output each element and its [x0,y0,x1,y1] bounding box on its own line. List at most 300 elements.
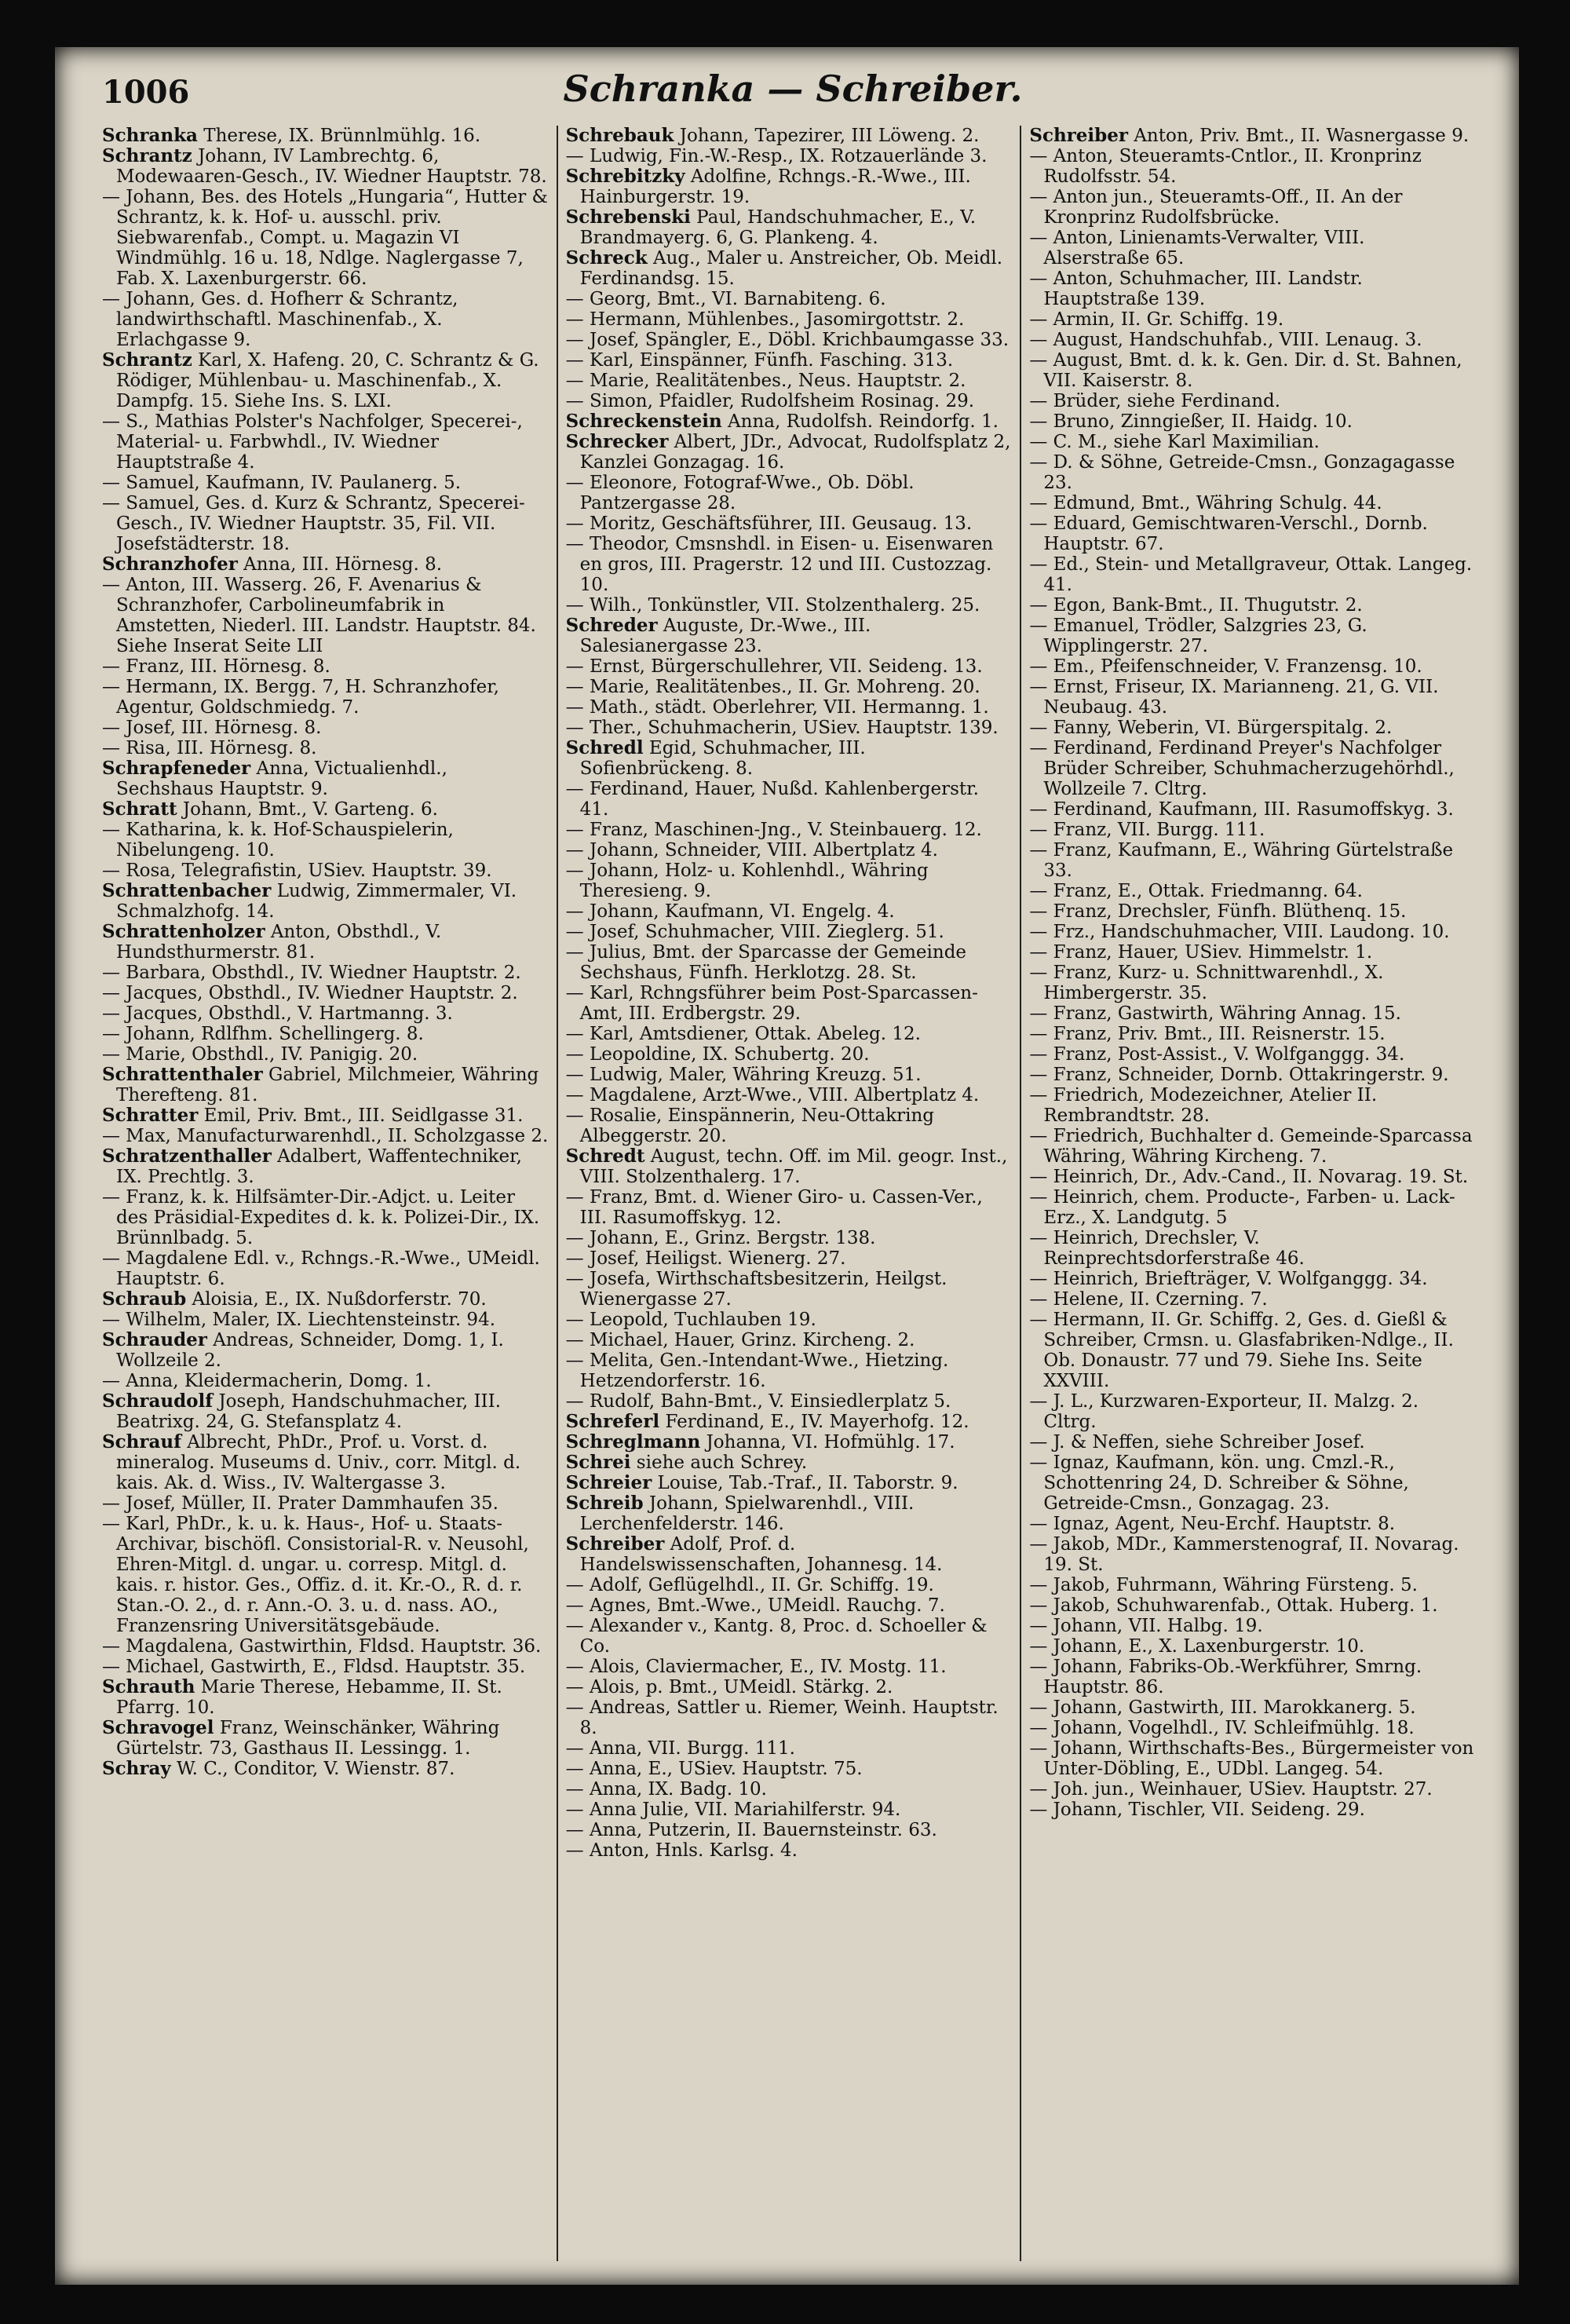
directory-entry [1029,738,1476,799]
entry-text: — Alexander v., Kantg. 8, Proc. d. Schoeller & Co. [565,1616,988,1657]
entry-text: Anna, Victualienhdl., Sechshaus Hauptstr. 9. [116,758,447,799]
directory-entry [1029,901,1476,922]
directory-entry [1029,1636,1476,1657]
directory-entry [102,289,549,350]
directory-entry [102,1248,549,1289]
entry-text: — Jakob, MDr., Kammerstenograf, II. Novarag. 19. St. [1029,1534,1459,1575]
directory-entry [1029,799,1476,820]
directory-entry [102,820,549,861]
directory-entry [102,1759,549,1779]
page-header [102,63,1484,118]
directory-entry [1029,616,1476,656]
directory-entry [566,861,1013,901]
directory-entry [1029,677,1476,718]
entry-text: — Johann, Fabriks-Ob.-Werkführer, Smrng. Hauptstr. 86. [1029,1657,1422,1697]
entry-text: — Melita, Gen.-Intendant-Wwe., Hietzing. Hetzendorferstr. 16. [565,1350,949,1391]
entry-text: Aug., Maler u. Anstreicher, Ob. Meidl. Ferdinandsg. 15. [579,248,1002,289]
entry-text: — Franz, Kurz- u. Schnittwarenhdl., X. Himbergerstr. 35. [1029,963,1384,1003]
entry-text: — August, Bmt. d. k. k. Gen. Dir. d. St. Bahnen, VII. Kaiserstr. 8. [1029,350,1462,391]
entry-text: Albrecht, PhDr., Prof. u. Vorst. d. mineralog. Museums d. Univ., corr. Mitgl. d. kais. Ak. d. Wiss., IV. Waltergasse 3. [116,1432,521,1493]
entry-text: — Johann, Tischler, VII. Seideng. 29. [1029,1800,1365,1820]
directory-entry [1029,330,1476,350]
entry-text: — Franz, Maschinen-Jng., V. Steinbauerg. 12. [565,820,982,840]
directory-entry [102,1330,549,1371]
directory-entry [102,1636,549,1657]
entry-text: — Josef, Schuhmacher, VIII. Zieglerg. 51. [565,922,944,942]
directory-entry [1029,350,1476,391]
entry-text: Gabriel, Milchmeier, Währing Therefteng. 81. [116,1065,539,1105]
directory-entry [566,1105,1013,1146]
directory-entry [1029,309,1476,330]
entry-text: Ludwig, Zimmermaler, VI. Schmalzhofg. 14. [116,881,517,922]
directory-entry [1029,228,1476,269]
entry-text: — Franz, III. Hörnesg. 8. [102,656,330,677]
directory-entry [566,901,1013,922]
directory-entry [102,473,549,493]
directory-entry [102,922,549,963]
directory-entry [566,513,1013,534]
entry-text: — Magdalena, Gastwirthin, Fldsd. Hauptstr. 36. [102,1636,542,1657]
entry-text: — C. M., siehe Karl Maximilian. [1029,432,1320,452]
entry-surname: Schrebitzky [565,166,685,187]
entry-text: — Johann, Kaufmann, VI. Engelg. 4. [565,901,895,922]
entry-text: — Jacques, Obsthdl., IV. Wiedner Hauptstr. 2. [102,983,518,1003]
entry-text: Louise, Tab.-Traf., II. Taborstr. 9. [652,1473,958,1493]
directory-entry [566,1534,1013,1575]
entry-text: — Franz, Drechsler, Fünfh. Blüthenq. 15. [1029,901,1407,922]
entry-text: Anton, Obsthdl., V. Hundsthurmerstr. 81. [116,922,442,963]
entry-surname: Schratter [102,1105,199,1126]
directory-entry [1029,1310,1476,1391]
directory-entry [1029,493,1476,513]
entry-text: Karl, X. Hafeng. 20, C. Schrantz & G. Rödiger, Mühlenbau- u. Maschinenfab., X. Dampfg. 15. Siehe Ins. S. LXI. [116,350,539,411]
entry-text: — Rosa, Telegrafistin, USiev. Hauptstr. 39. [102,861,492,881]
entry-text: — Hermann, Mühlenbes., Jasomirgottstr. 2. [565,309,965,330]
entry-text: — Agnes, Bmt.-Wwe., UMeidl. Rauchg. 7. [565,1595,945,1616]
directory-entry [1029,146,1476,187]
directory-entry [102,656,549,677]
entry-surname: Schratt [102,798,177,820]
entry-text: — Math., städt. Oberlehrer, VII. Hermanng. 1. [565,697,989,718]
directory-entry [566,1779,1013,1800]
entry-text: Egid, Schuhmacher, III. Sofienbrückeng. 8. [579,738,866,779]
directory-entry [1029,432,1476,452]
directory-entry [102,1493,549,1514]
entry-text: Johann, Tapezirer, III Löweng. 2. [674,126,980,146]
directory-entry [102,187,549,289]
entry-text: — Ernst, Friseur, IX. Marianneng. 21, G. VII. Neubaug. 43. [1029,677,1439,718]
directory-entry [102,1289,549,1310]
entry-text: — Josefa, Wirthschaftsbesitzerin, Heilgst. Wienergasse 27. [565,1269,947,1310]
directory-entry [566,738,1013,779]
directory-entry [1029,1534,1476,1575]
directory-entry [566,983,1013,1024]
directory-entry [566,126,1013,146]
entry-text: — Simon, Pfaidler, Rudolfsheim Rosinag. 29. [565,391,975,411]
entry-text: Auguste, Dr.-Wwe., III. Salesianergasse 23. [579,616,871,656]
entry-text: — Franz, Hauer, USiev. Himmelstr. 1. [1029,942,1373,963]
directory-entry [1029,126,1476,146]
entry-text: — Johann, VII. Halbg. 19. [1029,1616,1263,1636]
entry-text: — Ferdinand, Hauer, Nußd. Kahlenbergerstr. 41. [565,779,979,820]
entry-text: — Samuel, Ges. d. Kurz & Schrantz, Specerei-Gesch., IV. Wiedner Hauptstr. 35, Fil. VII. Josefstädterstr. 18. [102,493,525,554]
directory-entry [566,411,1013,432]
directory-entry [1029,1187,1476,1228]
directory-entry [566,1065,1013,1085]
entry-text: — Jakob, Fuhrmann, Währing Fürsteng. 5. [1029,1575,1418,1595]
entry-text: — Eduard, Gemischtwaren-Verschl., Dornb. Hauptstr. 67. [1029,513,1428,554]
entry-text: Emil, Priv. Bmt., III. Seidlgasse 31. [198,1105,524,1126]
entry-text: — Anton, Schuhmacher, III. Landstr. Hauptstraße 139. [1029,269,1363,309]
directory-entry [566,1820,1013,1840]
directory-entry [1029,1657,1476,1697]
directory-entry [1029,187,1476,228]
directory-entry [102,718,549,738]
entry-text: Johann, Spielwarenhdl., VIII. Lerchenfelderstr. 146. [579,1493,915,1534]
column-2 [558,126,1022,2261]
directory-entry [102,861,549,881]
entry-surname: Schreckenstein [565,411,722,432]
entry-text: Anton, Priv. Bmt., II. Wasnergasse 9. [1128,126,1470,146]
entry-text: — J. L., Kurzwaren-Exporteur, II. Malzg. 2. Cltrg. [1029,1391,1419,1432]
directory-entry [1029,1514,1476,1534]
entry-text: Albert, JDr., Advocat, Rudolfsplatz 2, Kanzlei Gonzagag. 16. [579,432,1011,473]
directory-entry [566,1412,1013,1432]
entry-text: — Helene, II. Czerning. 7. [1029,1289,1268,1310]
entry-text: Marie Therese, Hebamme, II. St. Pfarrg. 10. [116,1677,502,1718]
directory-entry [566,1330,1013,1350]
directory-entry [566,779,1013,820]
directory-entry [1029,1167,1476,1187]
entry-text: — Marie, Obsthdl., IV. Panigig. 20. [102,1044,418,1065]
entry-surname: Schrebauk [565,126,674,146]
entry-surname: Schreck [565,247,648,269]
entry-text: — Anton, Linienamts-Verwalter, VIII. Alserstraße 65. [1029,228,1365,269]
entry-text: — Ferdinand, Kaufmann, III. Rasumoffskyg. 3. [1029,799,1454,820]
entry-surname: Schrantz [102,349,192,371]
entry-text: — Johann, Bes. des Hotels „Hungaria“, Hutter & Schrantz, k. k. Hof- u. ausschl. priv. Siebwarenfab., Compt. u. Magazin VI Windmühlg. 16 u. 18, Ndlge. Naglergasse 7, Fab. X. Laxenburgerstr. 66. [102,187,548,289]
directory-entry [1029,1595,1476,1616]
directory-entry [566,1595,1013,1616]
directory-entry [1029,269,1476,309]
directory-entry [566,820,1013,840]
entry-text: Aloisia, E., IX. Nußdorferstr. 70. [186,1289,487,1310]
directory-entry [566,309,1013,330]
entry-surname: Schratzenthaller [102,1146,272,1167]
directory-entry [1029,820,1476,840]
entry-text: — Brüder, siehe Ferdinand. [1029,391,1281,411]
entry-surname: Schrattenbacher [102,880,272,901]
entry-text: — Anna, Kleidermacherin, Domg. 1. [102,1371,432,1391]
directory-entry [566,248,1013,289]
directory-entry [566,718,1013,738]
entry-surname: Schredt [565,1146,645,1167]
entry-text: — Josef, Spängler, E., Döbl. Krichbaumgasse 33. [565,330,1010,350]
directory-entry [566,1697,1013,1738]
entry-text: Johann, Bmt., V. Garteng. 6. [177,799,438,820]
directory-entry [566,391,1013,411]
directory-entry [102,1718,549,1759]
directory-entry [566,1616,1013,1657]
entry-text: — Anna, Putzerin, II. Bauernsteinstr. 63. [565,1820,937,1840]
directory-entry [1029,411,1476,432]
entry-text: — Andreas, Sattler u. Riemer, Weinh. Hauptstr. 8. [565,1697,999,1738]
directory-entry [566,1350,1013,1391]
directory-entry [1029,718,1476,738]
directory-entry [102,1657,549,1677]
directory-entry [1029,656,1476,677]
entry-text: — Jakob, Schuhwarenfab., Ottak. Huberg. 1. [1029,1595,1438,1616]
directory-entry [102,881,549,922]
entry-surname: Schray [102,1758,171,1779]
entry-text: — Heinrich, Drechsler, V. Reinprechtsdorferstraße 46. [1029,1228,1305,1269]
entry-text: — Anna, E., USiev. Hauptstr. 75. [565,1759,863,1779]
entry-text: — Ed., Stein- und Metallgraveur, Ottak. Langeg. 41. [1029,554,1473,595]
directory-entry [1029,391,1476,411]
entry-text: — S., Mathias Polster's Nachfolger, Specerei-, Material- u. Farbwhdl., IV. Wiedner Hauptstraße 4. [102,411,523,473]
directory-entry [102,126,549,146]
directory-entry [102,1187,549,1248]
directory-entry [1029,922,1476,942]
directory-entry [1029,513,1476,554]
directory-entry [1029,1432,1476,1452]
entry-text: — Johann, Rdlfhm. Schellingerg. 8. [102,1024,424,1044]
entry-text: — Em., Pfeifenschneider, V. Franzensg. 10. [1029,656,1422,677]
entry-text: Ferdinand, E., IV. Mayerhofg. 12. [659,1412,969,1432]
entry-text: Anna, Rudolfsh. Reindorfg. 1. [721,411,999,432]
entry-text: — Franz, Priv. Bmt., III. Reisnerstr. 15. [1029,1024,1386,1044]
directory-entry [1029,1452,1476,1514]
entry-text: — Karl, Rchngsführer beim Post-Sparcassen-Amt, III. Erdbergstr. 29. [565,983,978,1024]
entry-text: — Johann, Schneider, VIII. Albertplatz 4. [565,840,938,861]
entry-text: — Anton, III. Wasserg. 26, F. Avenarius & Schranzhofer, Carbolineumfabrik in Amstetten, Niederl. III. Landstr. Hauptstr. 84. Siehe Inserat Seite LII [102,575,536,656]
directory-entry [566,1391,1013,1412]
entry-surname: Schrei [565,1452,631,1473]
directory-entry [102,1003,549,1024]
entry-text: Anna, III. Hörnesg. 8. [237,554,443,575]
entry-text: — Heinrich, Dr., Adv.-Cand., II. Novarag. 19. St. [1029,1167,1469,1187]
entry-text: — Heinrich, chem. Producte-, Farben- u. Lack-Erz., X. Landgutg. 5 [1029,1187,1455,1228]
entry-surname: Schreder [565,615,658,636]
entry-text: — Ignaz, Kaufmann, kön. ung. Cmzl.-R., Schottenring 24, D. Schreiber & Söhne, Getreide-Cmsn., Gonzagag. 23. [1029,1452,1409,1514]
entry-text: Johann, IV Lambrechtg. 6, Modewaaren-Gesch., IV. Wiedner Hauptstr. 78. [116,146,547,187]
directory-entry [102,146,549,187]
entry-text: — Michael, Hauer, Grinz. Kircheng. 2. [565,1330,915,1350]
entry-surname: Schrapfeneder [102,758,251,779]
entry-text: — Wilh., Tonkünstler, VII. Stolzenthalerg. 25. [565,595,980,616]
entry-surname: Schredl [565,737,644,758]
directory-entry [1029,881,1476,901]
entry-text: — Johann, Wirthschafts-Bes., Bürgermeister von Unter-Döbling, E., UDbl. Langeg. 54. [1029,1738,1474,1779]
entry-surname: Schrantz [102,145,192,166]
entry-text: — Jacques, Obsthdl., V. Hartmanng. 3. [102,1003,453,1024]
directory-entry [1029,554,1476,595]
entry-text: — Johann, Vogelhdl., IV. Schleifmühlg. 18. [1029,1718,1415,1738]
entry-text: — Alois, p. Bmt., UMeidl. Stärkg. 2. [565,1677,893,1697]
directory-entry [102,1065,549,1105]
entry-text: — Julius, Bmt. der Sparcasse der Gemeinde Sechshaus, Fünfh. Herklotzg. 28. St. [565,942,967,983]
directory-entry [566,697,1013,718]
entry-text: siehe auch Schrey. [630,1452,808,1473]
directory-entry [566,534,1013,595]
entry-text: — Magdalene, Arzt-Wwe., VIII. Albertplatz 4. [565,1085,980,1105]
running-title: Schranka — Schreiber. [563,68,1023,110]
directory-entry [1029,1616,1476,1636]
entry-surname: Schrattenholzer [102,921,265,942]
entry-text: — Georg, Bmt., VI. Barnabiteng. 6. [565,289,886,309]
entry-surname: Schreferl [565,1411,660,1432]
directory-entry [566,1473,1013,1493]
entry-text: Adolf, Prof. d. Handelswissenschaften, Johannesg. 14. [579,1534,943,1575]
entry-text: Joseph, Handschuhmacher, III. Beatrixg. 24, G. Stefansplatz 4. [116,1391,502,1432]
entry-text: — Eleonore, Fotograf-Wwe., Ob. Döbl. Pantzergasse 28. [565,473,915,513]
directory-entry [1029,1003,1476,1024]
entry-text: — Anton jun., Steueramts-Off., II. An der Kronprinz Rudolfsbrücke. [1029,187,1403,228]
entry-text: — Egon, Bank-Bmt., II. Thugutstr. 2. [1029,595,1363,616]
entry-surname: Schraub [102,1288,187,1310]
entry-text: — Ferdinand, Ferdinand Preyer's Nachfolger Brüder Schreiber, Schuhmacherzugehörhdl., Wollzeile 7. Cltrg. [1029,738,1455,799]
page-number: 1006 [102,74,190,111]
entry-text: — Josef, Müller, II. Prater Dammhaufen 35. [102,1493,498,1514]
entry-text: — Anna Julie, VII. Mariahilferstr. 94. [565,1800,901,1820]
entry-text: — Emanuel, Trödler, Salzgries 23, G. Wipplingerstr. 27. [1029,616,1367,656]
entry-text: — Frz., Handschuhmacher, VIII. Laudong. 10. [1029,922,1450,942]
entry-text: Franz, Weinschänker, Währing Gürtelstr. 73, Gasthaus II. Lessingg. 1. [116,1718,500,1759]
entry-text: — Ther., Schuhmacherin, USiev. Hauptstr. 139. [565,718,999,738]
entry-text: — Katharina, k. k. Hof-Schauspielerin, Nibelungeng. 10. [102,820,454,861]
directory-entry [102,493,549,554]
entry-text: — Alois, Claviermacher, E., IV. Mostg. 11. [565,1657,947,1677]
entry-text: — Franz, Bmt. d. Wiener Giro- u. Cassen-Ver., III. Rasumoffskyg. 12. [565,1187,983,1228]
directory-entry [566,473,1013,513]
entry-text: — Rudolf, Bahn-Bmt., V. Einsiedlerplatz 5. [565,1391,951,1412]
directory-entry [1029,452,1476,493]
entry-text: — Karl, Amtsdiener, Ottak. Abeleg. 12. [565,1024,921,1044]
entry-text: — Anton, Steueramts-Cntlor., II. Kronprinz Rudolfsstr. 54. [1029,146,1422,187]
entry-text: — Ludwig, Maler, Währing Kreuzg. 51. [565,1065,922,1085]
directory-entry [566,1738,1013,1759]
directory-entry [102,1514,549,1636]
directory-entry [566,1759,1013,1779]
entry-text: — Franz, k. k. Hilfsämter-Dir.-Adjct. u. Leiter des Präsidial-Expedites d. k. k. Polizei-Dir., IX. Brünnlbadg. 5. [102,1187,540,1248]
directory-entry [566,1800,1013,1820]
entry-text: — Karl, Einspänner, Fünfh. Fasching. 313. [565,350,954,371]
entry-text: — Rosalie, Einspännerin, Neu-Ottakring Albeggerstr. 20. [565,1105,935,1146]
directory-entry [566,840,1013,861]
entry-text: — Franz, Gastwirth, Währing Annag. 15. [1029,1003,1401,1024]
directory-entry [566,1269,1013,1310]
directory-entry [1029,1044,1476,1065]
entry-surname: Schrauder [102,1329,207,1350]
entry-text: — Michael, Gastwirth, E., Fldsd. Hauptstr. 35. [102,1657,526,1677]
entry-text: — J. & Neffen, siehe Schreiber Josef. [1029,1432,1365,1452]
directory-entry [566,922,1013,942]
directory-entry [102,963,549,983]
directory-entry [566,1452,1013,1473]
entry-text: — Anna, VII. Burgg. 111. [565,1738,795,1759]
entry-surname: Schraudolf [102,1390,214,1412]
directory-entry [566,1228,1013,1248]
entry-text: — Barbara, Obsthdl., IV. Wiedner Hauptstr. 2. [102,963,521,983]
directory-entry [102,1044,549,1065]
entry-text: — Marie, Realitätenbes., Neus. Hauptstr. 2. [565,371,966,391]
directory-entry [566,1493,1013,1534]
directory-entry [102,799,549,820]
entry-text: — Marie, Realitätenbes., II. Gr. Mohreng. 20. [565,677,980,697]
directory-entry [1029,1697,1476,1718]
directory-entry [566,1657,1013,1677]
directory-entry [102,738,549,758]
directory-entry [566,1248,1013,1269]
directory-entry [566,207,1013,248]
directory-entry [566,1840,1013,1861]
directory-entry [102,677,549,718]
directory-entry [566,1432,1013,1452]
entry-text: — Theodor, Cmsnshdl. in Eisen- u. Eisenwaren en gros, III. Pragerstr. 12 und III. Custozzag. 10. [565,534,994,595]
directory-entry [102,1677,549,1718]
directory-entry [1029,1738,1476,1779]
entry-text: Therese, IX. Brünnlmühlg. 16. [197,126,481,146]
entry-text: — Karl, PhDr., k. u. k. Haus-, Hof- u. Staats-Archivar, bischöfl. Consistorial-R. v. Neusohl, Ehren-Mitgl. d. ungar. u. corresp. Mitgl. d. kais. r. histor. Ges., Offiz. d. it. Kr.-O., R. d. r. Stan.-O. 2., d. r. Ann.-O. 3. u. d. nass. AO., Franzensring Universitätsgebäude. [102,1514,529,1636]
entry-surname: Schreib [565,1493,644,1514]
entry-text: — Armin, II. Gr. Schiffg. 19. [1029,309,1284,330]
entry-text: Johanna, VI. Hofmühlg. 17. [700,1432,955,1452]
directory-entry [566,166,1013,207]
directory-entry [102,554,549,575]
entry-surname: Schrecker [565,431,669,452]
entry-text: — Heinrich, Briefträger, V. Wolfganggg. 34. [1029,1269,1428,1289]
directory-entry [566,595,1013,616]
entry-text: — Leopold, Tuchlauben 19. [565,1310,816,1330]
directory-entry [102,1432,549,1493]
directory-entry [566,1677,1013,1697]
entry-surname: Schravogel [102,1717,214,1738]
entry-surname: Schrattenthaler [102,1064,263,1085]
entry-text: — Wilhelm, Maler, IX. Liechtensteinstr. 94. [102,1310,496,1330]
directory-entry [1029,595,1476,616]
entry-text: Adolfine, Rchngs.-R.-Wwe., III. Hainburgerstr. 19. [579,166,971,207]
directory-entry [1029,1779,1476,1800]
entry-text: August, techn. Off. im Mil. geogr. Inst., VIII. Stolzenthalerg. 17. [579,1146,1008,1187]
entry-text: W. C., Conditor, V. Wienstr. 87. [170,1759,455,1779]
entry-text: — Hermann, IX. Bergg. 7, H. Schranzhofer, Agentur, Goldschmiedg. 7. [102,677,499,718]
column-1 [94,126,558,2261]
directory-entry [566,656,1013,677]
entry-text: — Franz, Schneider, Dornb. Ottakringerstr. 9. [1029,1065,1449,1085]
entry-text: — Josef, Heiligst. Wienerg. 27. [565,1248,846,1269]
directory-entry [102,1126,549,1146]
directory-entry [566,1187,1013,1228]
directory-entry [102,350,549,411]
entry-text: — Franz, VII. Burgg. 111. [1029,820,1265,840]
entry-surname: Schrauf [102,1431,181,1452]
directory-entry [566,371,1013,391]
directory-entry [1029,1065,1476,1085]
entry-text: — Johann, E., X. Laxenburgerstr. 10. [1029,1636,1365,1657]
directory-entry [566,330,1013,350]
entry-text: Andreas, Schneider, Domg. 1, I. Wollzeile 2. [116,1330,504,1371]
entry-text: — D. & Söhne, Getreide-Cmsn., Gonzagagasse 23. [1029,452,1455,493]
directory-entry [566,616,1013,656]
entry-text: — Fanny, Weberin, VI. Bürgerspitalg. 2. [1029,718,1393,738]
entry-text: — Bruno, Zinngießer, II. Haidg. 10. [1029,411,1353,432]
directory-entry [1029,1024,1476,1044]
entry-text: — Anton, Hnls. Karlsg. 4. [565,1840,798,1861]
entry-text: Paul, Handschuhmacher, E., V. Brandmayerg. 6, G. Plankeng. 4. [579,207,977,248]
directory-page [55,47,1519,2285]
directory-entry [566,1044,1013,1065]
directory-entry [1029,840,1476,881]
